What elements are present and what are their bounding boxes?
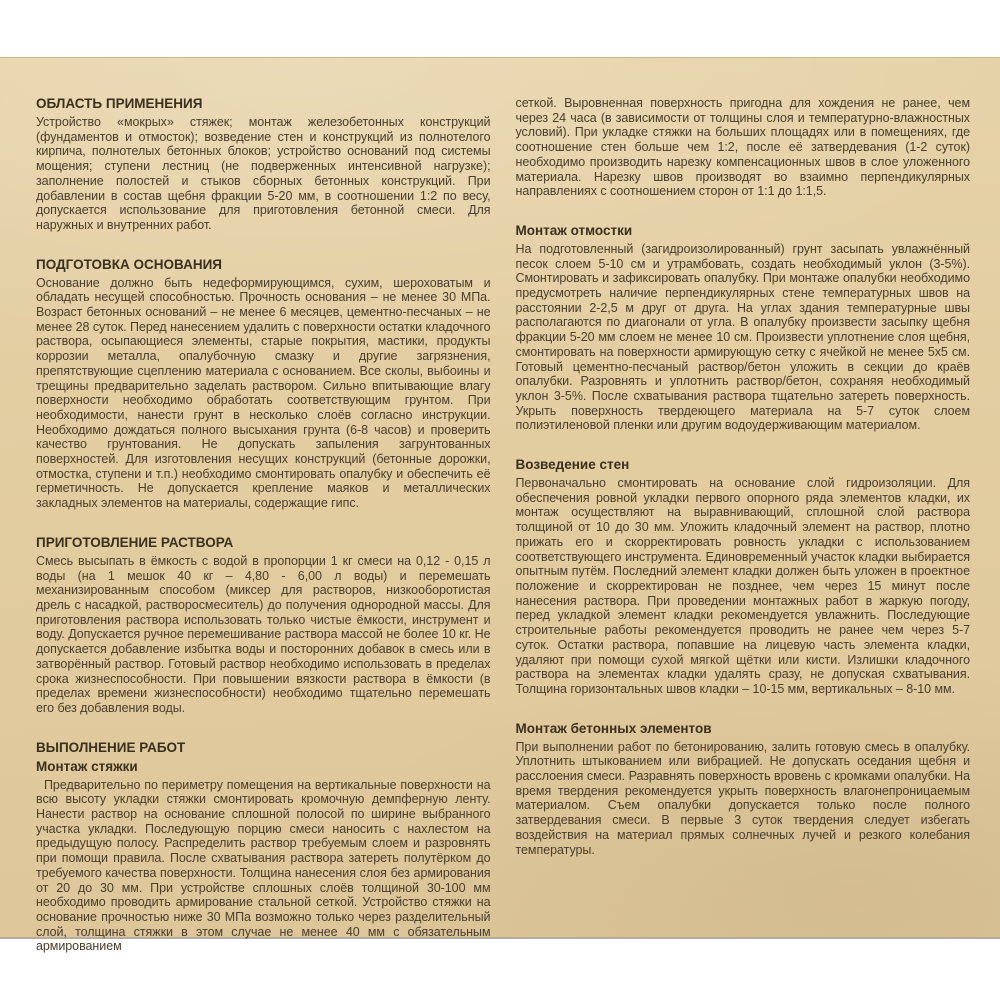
- blind-area-body: На подготовленный (загидроизолированный) грунт засыпать увлажнённый песок слоем 5-10 см и утрамбовать, создать необходимый уклон (3-5%). Смонтировать и зафиксировать опалубку. При монтаже опалубки необходимо предусмотреть наличие перпендикулярных стене температурных швов на расстоянии 2-2,5 м друг от друга. На углах здания температурные швы располагаются по диагонали от угла. В опалубку произвести засыпку щебня фракции 5-20 мм слоем не менее 10 см. Произвести уплотнение слоя щебня, смонтировать на поверхности армирующую сетку с ячейкой не менее 5х5 см. Готовый цементно-песчаный раствор/бетон уложить в секции до краёв опалубки. Разровнять и уплотнить раствор/бетон, сохраняя необходимый уклон 3-5%. После схватывания раствора тщательно затереть поверхность. Укрыть поверхность твердеющего материала на 5-7 суток слоем полиэтиленовой пленки или другим водоудерживающим материалом.: [515, 241, 970, 433]
- screed-installation-subheading: Монтаж стяжки: [36, 758, 138, 774]
- left-column: [36, 96, 491, 954]
- base-preparation-body: Основание должно быть недеформирующимся, сухим, шероховатым и обладать несущей способностью. Прочность основания – не менее 30 МПа. Возраст бетонных оснований – не менее 6 месяцев, цементно-песчаных – не менее 28 суток. Перед нанесением удалить с поверхности остатки кладочного раствора, осыпающиеся элементы, старые покрытия, мастики, продукты коррозии металла, опалубочную смазку и другие загрязнения, препятствующие сцеплению материала с основанием. Все сколы, выбоины и трещины предварительно заделать раствором. Сильно впитывающие влагу поверхности необходимо обработать соответствующим грунтом. При необходимости, нанести грунт в несколько слоёв согласно инструкции. Необходимо дождаться полного высыхания грунта (6-8 часов) и проверить качество грунтования. Не допускать запыления загрунтованных поверхностей. Для изготовления несущих конструкций (бетонные дорожки, отмостка, ступени и т.п.) необходимо смонтировать опалубку и обеспечить её герметичность. Не допускается крепление маяков и металлических закладных элементов на материалы, содержащие гипс.: [36, 275, 491, 511]
- wall-erection-body: Первоначально смонтировать на основание слой гидроизоляции. Для обеспечения ровной укладки первого опорного ряда элементов кладки, их монтаж осуществляют на выравнивающий, сплошной слой раствора толщиной от 10 до 30 мм. Уложить кладочный элемент на раствор, плотно прижать его и скорректировать ровность укладки с использованием соответствующего инструмента. Единовременный участок кладки выбирается опытным путём. Последний элемент кладки должен быть уложен в проектное положение и скорректирован не позднее, чем через 15 минут после нанесения раствора. При проведении монтажных работ в жаркую погоду, перед укладкой элемент кладки рекомендуется увлажнить. Последующие строительные работы рекомендуется проводить не ранее чем через 5-7 суток. Остатки раствора, попавшие на лицевую часть элемента кладки, удаляют при помощи сухой мягкой щётки или кисти. Излишки кладочного раствора на элементах кладки удалять сразу, не допуская схватывания. Толщина горизонтальных швов кладки – 10-15 мм, вертикальных – 8-10 мм.: [515, 476, 970, 696]
- mortar-preparation-heading: ПРИГОТОВЛЕНИЕ РАСТВОРА: [36, 534, 234, 550]
- application-area-heading: ОБЛАСТЬ ПРИМЕНЕНИЯ: [36, 96, 203, 111]
- application-area-body: Устройство «мокрых» стяжек; монтаж железобетонных конструкций (фундаментов и отмосток); возведение стен и конструкций из полнотелого кирпича, полнотелых бетонных блоков; устройство оснований под системы мощения; ступени лестниц (не подверженных интенсивной нагрузке); заполнение полостей и стыков сборных бетонных конструкций. При добавлении в состав щебня фракции 5-20 мм, в соотношении 1:2 по весу, допускается использование для приготовления бетонной смеси. Для наружных и внутренних работ.: [36, 115, 491, 232]
- section-mortar-preparation: [36, 535, 491, 716]
- mortar-preparation-body: Смесь высыпать в ёмкость с водой в пропорции 1 кг смеси на 0,12 - 0,15 л воды (на 1 мешок 40 кг – 4,80 - 6,00 л воды) и перемешать механизированным способом (миксер для растворов, низкооборотистая дрель с насадкой, растворосмеситель) до получения однородной массы. Для приготовления раствора использовать только чистые ёмкости, инструмент и воду. Допускается ручное перемешивание раствора массой не более 10 кг. Не допускается добавление избытка воды и посторонних добавок в смесь или в затворённый раствор. Готовый раствор необходимо использовать в пределах срока жизнеспособности. При повышении вязкости раствора в ёмкости (в пределах времени жизнеспособности) необходимо тщательно перемешать его без добавления воды.: [36, 553, 491, 715]
- section-application-area: [36, 96, 491, 233]
- screed-continuation-body: сеткой. Выровненная поверхность пригодна для хождения не ранее, чем через 24 часа (в зависимости от толщины слоя и температурно-влажностных условий). При укладке стяжки на больших площадях или в помещениях, где соотношение стен больше чем 1:2, после её затвердевания (1-2 суток) необходимо производить нарезку компенсационных швов в слое уложенного материала. Нарезку швов производят во взаимно перпендикулярных направлениях с соотношением сторон от 1:1 до 1:1,5.: [515, 96, 970, 199]
- instruction-content: [0, 58, 1000, 954]
- concrete-elements-body: При выполнении работ по бетонированию, залить готовую смесь в опалубку. Уплотнить штыкованием или вибрацией. Не допускать оседания щебня и расслоения смеси. Разравнять поверхность вровень с кромками опалубки. На время твердения рекомендуется укрыть поверхность влагонепроницаемым материалом. Съем опалубки допускается только после полного затвердевания смеси. В первые 3 суток твердения следует избегать воздействия на материал прямых солнечных лучей и резкого колебания температуры.: [515, 739, 970, 857]
- section-work-execution: [36, 740, 491, 954]
- wall-erection-heading: Возведение стен: [515, 457, 630, 473]
- paragraph-screed-continuation: [516, 96, 971, 199]
- section-blind-area-installation: [516, 223, 971, 433]
- section-wall-erection: [516, 457, 971, 697]
- base-preparation-heading: ПОДГОТОВКА ОСНОВАНИЯ: [36, 256, 223, 272]
- concrete-elements-heading: Монтаж бетонных элементов: [515, 720, 712, 736]
- section-concrete-elements-installation: [516, 721, 971, 858]
- screed-installation-body: Предварительно по периметру помещения на вертикальные поверхности на всю высоту укладки стяжки смонтировать кромочную демпферную ленту. Нанести раствор на основание сплошной полосой по ширине выбранного участка укладки. Последующую порцию смеси наносить с нахлестом на предыдущую полосу. Распределить раствор требуемым слоем и разровнять при помощи правила. После схватывания раствора затереть полутёрком до требуемого качества поверхности. Толщина нанесения слоя без армирования от 20 до 30 мм. При устройстве сплошных слоёв толщиной 30-100 мм необходимо проводить армирование стальной сеткой. Устройство стяжки на основание прочностью ниже 30 МПа возможно только через разделительный слой, толщина стяжки в этом случае не менее 40 мм с обязательным армированием: [36, 777, 491, 954]
- instruction-sheet: [0, 57, 1000, 954]
- blind-area-heading: Монтаж отмостки: [515, 222, 633, 238]
- right-column: [516, 96, 971, 954]
- work-execution-heading: ВЫПОЛНЕНИЕ РАБОТ: [36, 739, 186, 755]
- section-base-preparation: [36, 257, 491, 511]
